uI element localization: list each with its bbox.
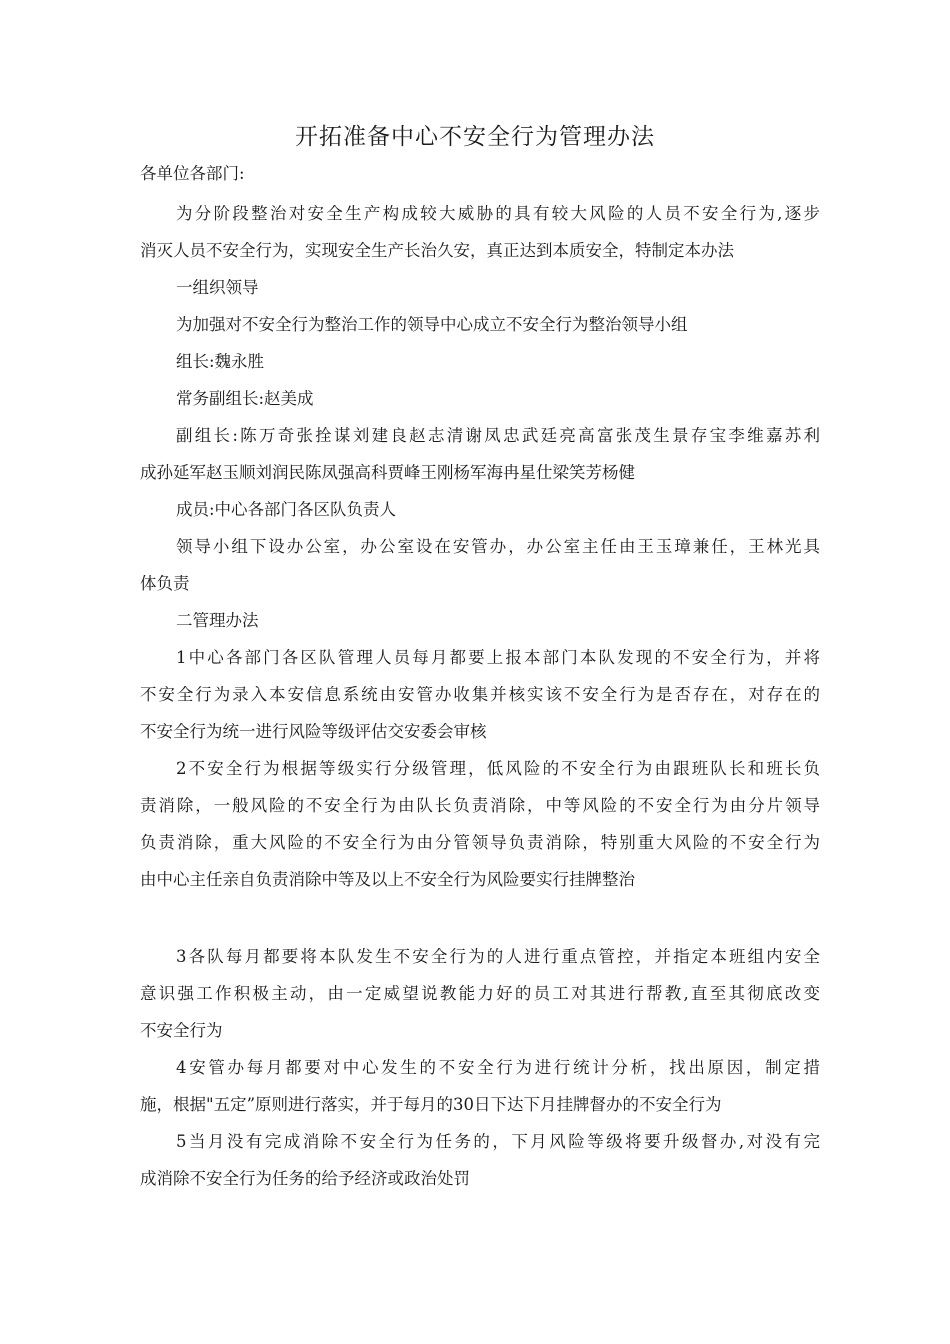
paragraph-line: 组长:魏永胜 (176, 352, 265, 371)
paragraph-line: 成孙延军赵玉顺刘润民陈凤强高科贾峰王刚杨军海冉星仕梁笑芳杨健 (140, 463, 635, 482)
section-heading: 二管理办法 (176, 611, 259, 630)
paragraph-line: 体负责 (140, 574, 190, 593)
paragraph-line: 为加强对不安全行为整治工作的领导中心成立不安全行为整治领导小组 (176, 315, 688, 334)
paragraph-line: 2不安全行为根据等级实行分级管理，低风险的不安全行为由跟班队长和班长负 (176, 759, 820, 778)
paragraph-line: 不安全行为统一进行风险等级评估交安委会审核 (140, 722, 487, 741)
paragraph-line: 5当月没有完成消除不安全行为任务的，下月风险等级将要升级督办,对没有完 (176, 1132, 820, 1151)
paragraph-line: 施，根据"五定”原则进行落实，并于每月的30日下达下月挂牌督办的不安全行为 (140, 1095, 722, 1114)
paragraph-line: 4安管办每月都要对中心发生的不安全行为进行统计分析，找出原因，制定措 (176, 1058, 820, 1077)
document-title: 开拓准备中心不安全行为管理办法 (295, 124, 655, 150)
paragraph-line: 3各队每月都要将本队发生不安全行为的人进行重点管控，并指定本班组内安全 (176, 947, 820, 966)
paragraph-line: 意识强工作积极主动，由一定威望说教能力好的员工对其进行帮教,直至其彻底改变 (140, 984, 820, 1003)
paragraph-line: 消灭人员不安全行为，实现安全生产长治久安，真正达到本质安全，特制定本办法 (140, 241, 734, 260)
section-heading: 一组织领导 (176, 278, 259, 297)
paragraph-line: 负责消除，重大风险的不安全行为由分管领导负责消除，特别重大风险的不安全行为 (140, 833, 820, 852)
paragraph-line: 副组长:陈万奇张拴谋刘建良赵志清谢凤忠武廷亮高富张茂生景存宝李维嘉苏利 (176, 426, 820, 445)
paragraph-line: 领导小组下设办公室，办公室设在安管办，办公室主任由王玉璋兼任，王林光具 (176, 537, 820, 556)
salutation: 各单位各部门: (140, 164, 245, 183)
paragraph-line: 为分阶段整治对安全生产构成较大威胁的具有较大风险的人员不安全行为,逐步 (176, 204, 820, 223)
paragraph-line: 不安全行为 (140, 1021, 223, 1040)
paragraph-line: 1中心各部门各区队管理人员每月都要上报本部门本队发现的不安全行为，并将 (176, 648, 820, 667)
paragraph-line: 常务副组长:赵美成 (176, 389, 314, 408)
paragraph-line: 责消除，一般风险的不安全行为由队长负责消除，中等风险的不安全行为由分片领导 (140, 796, 820, 815)
paragraph-line: 成员:中心各部门各区队负责人 (176, 500, 397, 519)
paragraph-line: 成消除不安全行为任务的给予经济或政治处罚 (140, 1169, 470, 1188)
paragraph-line: 不安全行为录入本安信息系统由安管办收集并核实该不安全行为是否存在，对存在的 (140, 685, 820, 704)
paragraph-line: 由中心主任亲自负责消除中等及以上不安全行为风险要实行挂牌整治 (140, 870, 635, 889)
